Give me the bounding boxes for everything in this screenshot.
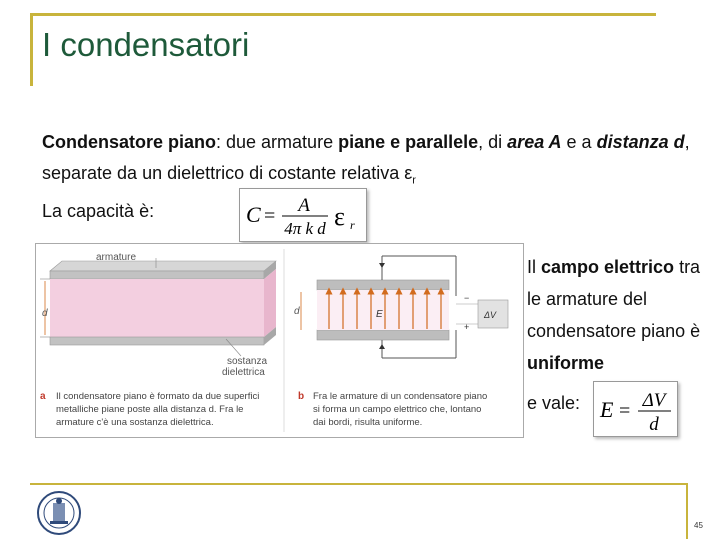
capacity-formula: [239, 188, 367, 242]
capacity-label: La capacità è:: [42, 201, 155, 221]
svg-text:Il condensatore piano è format: Il condensatore piano è formato da due superfici: [56, 391, 260, 402]
vale-label: e vale:: [527, 393, 581, 413]
svg-text:C: C: [246, 202, 261, 227]
svg-text:−: −: [464, 293, 470, 303]
intro-paragraph: Condensatore piano: due armature piane e parallele, di area A e a distanza d, separate da un dielettrico di costante relativa $\varepsilon_r$: [42, 132, 690, 187]
svg-text:Fra le armature di un condensa: Fra le armature di un condensatore piano: [313, 391, 488, 402]
svg-text:ΔV: ΔV: [484, 310, 497, 320]
svg-text:d: d: [294, 306, 300, 317]
university-seal-icon: [36, 490, 82, 536]
svg-text:E: E: [376, 309, 383, 320]
frame-top-line: [30, 13, 656, 16]
slide-title: I condensatori: [42, 26, 250, 63]
svg-text:a: a: [40, 391, 46, 402]
field-formula: [593, 381, 678, 437]
frame-bottom-line: [30, 483, 686, 485]
svg-text:ε: ε: [334, 202, 345, 231]
svg-text:r: r: [350, 218, 355, 232]
electric-field-text: Il campo elettrico tra le armature del condensatore piano è uniforme: [527, 257, 701, 373]
frame-right-line: [686, 483, 688, 539]
svg-text:ΔV: ΔV: [642, 390, 666, 411]
svg-text:A: A: [298, 195, 310, 216]
svg-text:armature: armature: [96, 252, 137, 263]
svg-text:armature c'è una sostanza diel: armature c'è una sostanza dielettrica.: [56, 417, 214, 428]
svg-text:=: =: [264, 205, 276, 227]
svg-text:=: =: [619, 400, 631, 422]
frame-left-line: [30, 13, 33, 86]
svg-text:d: d: [42, 308, 48, 319]
capacitor-figure: [35, 243, 524, 438]
svg-text:sostanza: sostanza: [227, 356, 268, 367]
panel-a: [40, 252, 276, 428]
panel-b: [294, 256, 508, 428]
svg-text:dai bordi, risulta uniforme.: dai bordi, risulta uniforme.: [313, 417, 423, 428]
svg-text:4π k d: 4π k d: [284, 219, 326, 238]
svg-text:si forma un campo elettrico ch: si forma un campo elettrico che, lontano: [313, 404, 482, 415]
svg-text:dielettrica: dielettrica: [222, 367, 265, 378]
svg-text:d: d: [649, 414, 659, 435]
svg-text:E: E: [600, 397, 614, 422]
svg-text:+: +: [464, 322, 470, 332]
svg-text:metalliche piane poste alla di: metalliche piane poste alla distanza d. Fra le: [56, 404, 244, 415]
svg-text:b: b: [298, 391, 305, 402]
page-number: 45: [694, 521, 703, 530]
